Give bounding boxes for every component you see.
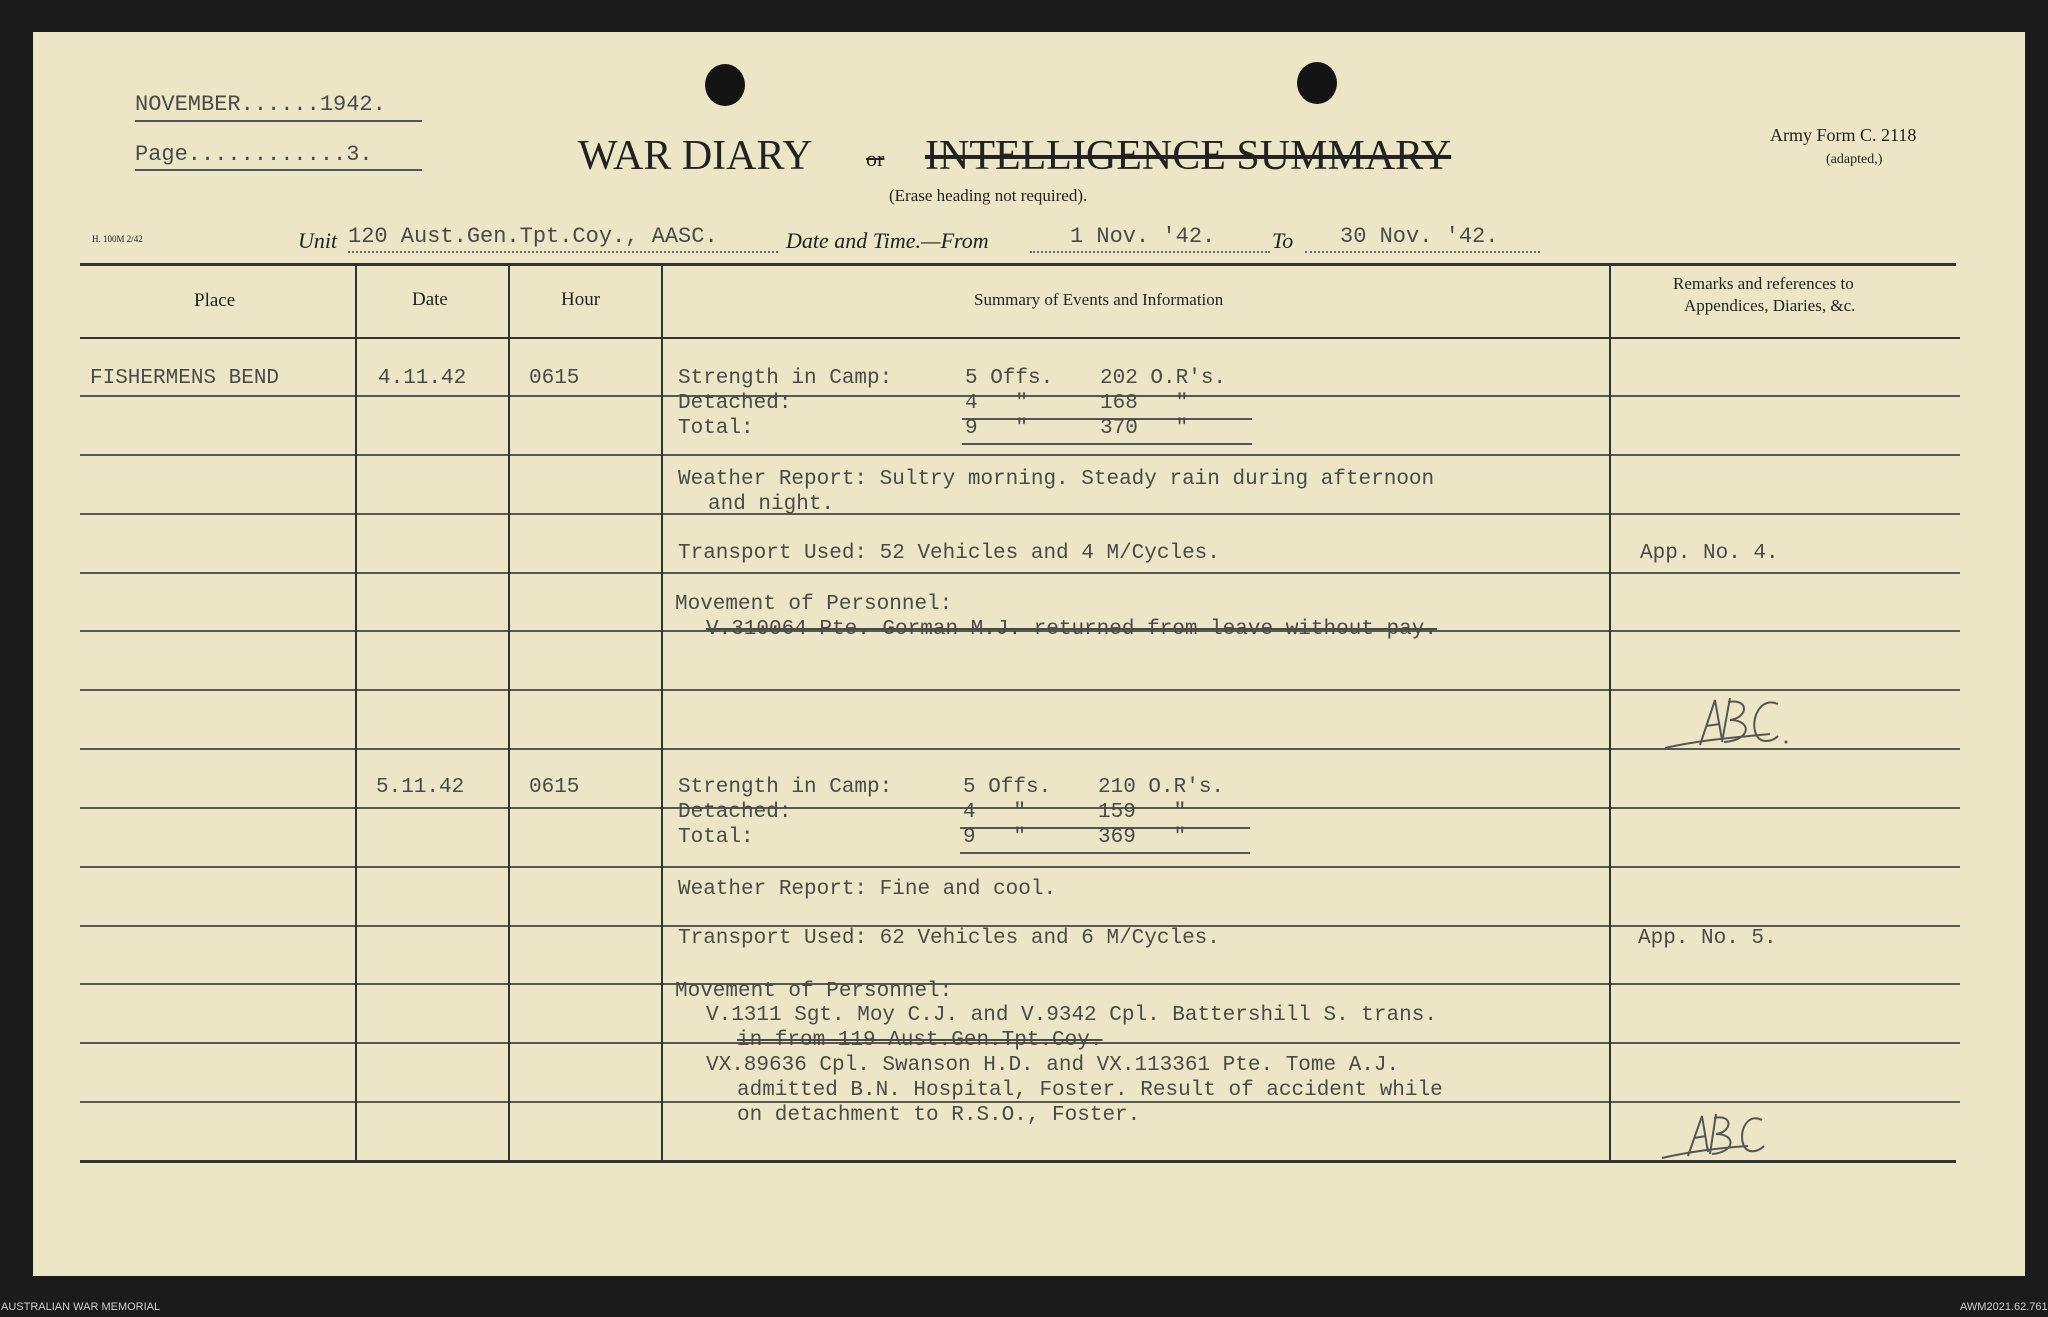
movement-line: in from 119 Aust.Gen.Tpt.Coy.	[737, 1029, 1103, 1052]
month-underline	[135, 120, 422, 122]
army-form: Army Form C. 2118	[1770, 125, 1917, 145]
total-label: Total:	[678, 826, 754, 849]
table-header-rule	[80, 337, 1960, 339]
form-code: H. 100M 2/42	[92, 234, 143, 244]
col-header-summary: Summary of Events and Information	[974, 290, 1224, 309]
punch-hole-left	[705, 64, 745, 106]
weather-report: Weather Report: Sultry morning. Steady rain during afternoon	[678, 468, 1435, 491]
weather-report-cont: and night.	[708, 493, 835, 516]
col-rule-summary	[1609, 263, 1611, 1161]
col-header-hour: Hour	[561, 289, 601, 310]
signature-initials	[1660, 690, 1800, 755]
strength-ors: 202 O.R's.	[1100, 367, 1227, 390]
title-or: or	[866, 146, 885, 171]
from-value: 1 Nov. '42.	[1070, 224, 1216, 249]
row-rule	[80, 454, 1960, 456]
entry-hour: 0615	[529, 367, 580, 390]
detached-label: Detached:	[678, 392, 792, 415]
strength-ors: 210 O.R's.	[1098, 776, 1225, 799]
col-header-remarks-2: Appendices, Diaries, &c.	[1684, 296, 1856, 315]
col-rule-place	[355, 263, 357, 1161]
col-rule-date	[508, 263, 510, 1161]
movement-title: Movement of Personnel:	[675, 593, 953, 616]
entry-place: FISHERMENS BEND	[90, 367, 280, 390]
total-ors: 370 "	[1100, 417, 1189, 440]
total-underline	[962, 443, 1252, 445]
entry-hour: 0615	[529, 776, 580, 799]
title-struck: INTELLIGENCE SUMMARY	[925, 133, 1452, 179]
detached-offs: 4 "	[963, 801, 1027, 824]
punch-hole-right	[1297, 62, 1337, 104]
row-rule	[80, 572, 1960, 574]
entry-date: 5.11.42	[376, 776, 465, 799]
strength-offs: 5 Offs.	[963, 776, 1052, 799]
movement-line: on detachment to R.S.O., Foster.	[737, 1104, 1141, 1127]
total-ors: 369 "	[1098, 826, 1187, 849]
row-rule	[80, 866, 1960, 868]
detached-label: Detached:	[678, 801, 792, 824]
weather-report: Weather Report: Fine and cool.	[678, 878, 1057, 901]
total-label: Total:	[678, 417, 754, 440]
page-line: Page............3.	[135, 142, 373, 167]
transport-remark: App. No. 5.	[1638, 927, 1777, 950]
movement-title: Movement of Personnel:	[675, 980, 953, 1003]
transport-remark: App. No. 4.	[1640, 542, 1779, 565]
row-rule	[80, 513, 1960, 515]
detached-offs: 4 "	[965, 392, 1029, 415]
detached-ors: 168 "	[1100, 392, 1189, 415]
detached-ors: 159 "	[1098, 801, 1187, 824]
col-header-date: Date	[412, 289, 448, 310]
signature-initials	[1658, 1108, 1778, 1163]
page-underline	[135, 169, 422, 171]
movement-line: V.1311 Sgt. Moy C.J. and V.9342 Cpl. Battershill S. trans.	[706, 1004, 1437, 1027]
footer-institution: AUSTRALIAN WAR MEMORIAL	[1, 1301, 161, 1313]
transport-used: Transport Used: 62 Vehicles and 6 M/Cycles.	[678, 927, 1220, 950]
month-line: NOVEMBER......1942.	[135, 92, 386, 117]
strength-label: Strength in Camp:	[678, 367, 893, 390]
strength-offs: 5 Offs.	[965, 367, 1054, 390]
table-top-rule	[80, 263, 1956, 266]
movement-line: VX.89636 Cpl. Swanson H.D. and VX.113361 Pte. Tome A.J.	[706, 1054, 1400, 1077]
to-value: 30 Nov. '42.	[1340, 224, 1499, 249]
transport-used: Transport Used: 52 Vehicles and 4 M/Cycles.	[678, 542, 1220, 565]
strength-label: Strength in Camp:	[678, 776, 893, 799]
entry-date: 4.11.42	[378, 367, 467, 390]
to-label: To	[1272, 228, 1294, 253]
total-underline	[960, 852, 1250, 854]
total-offs: 9 "	[963, 826, 1027, 849]
total-offs: 9 "	[965, 417, 1029, 440]
from-dotted-line	[1030, 250, 1270, 253]
date-time-label: Date and Time.—From	[786, 228, 989, 253]
army-form-sub: (adapted,)	[1826, 152, 1883, 167]
title-war-diary: WAR DIARY	[578, 133, 813, 179]
unit-dotted-line	[348, 250, 778, 253]
col-rule-hour	[661, 263, 663, 1161]
to-dotted-line	[1305, 250, 1540, 253]
col-header-place: Place	[194, 290, 236, 311]
col-header-remarks-1: Remarks and references to	[1673, 274, 1854, 293]
footer-accession: AWM2021.62.761	[1960, 1301, 2048, 1313]
unit-value: 120 Aust.Gen.Tpt.Coy., AASC.	[348, 224, 718, 249]
movement-line: admitted B.N. Hospital, Foster. Result of accident while	[737, 1079, 1443, 1102]
movement-line: V.310064 Pte. Gorman M.J. returned from leave without pay.	[706, 618, 1437, 641]
unit-label: Unit	[298, 228, 338, 253]
title-note: (Erase heading not required).	[889, 186, 1088, 205]
row-rule	[80, 983, 1960, 985]
